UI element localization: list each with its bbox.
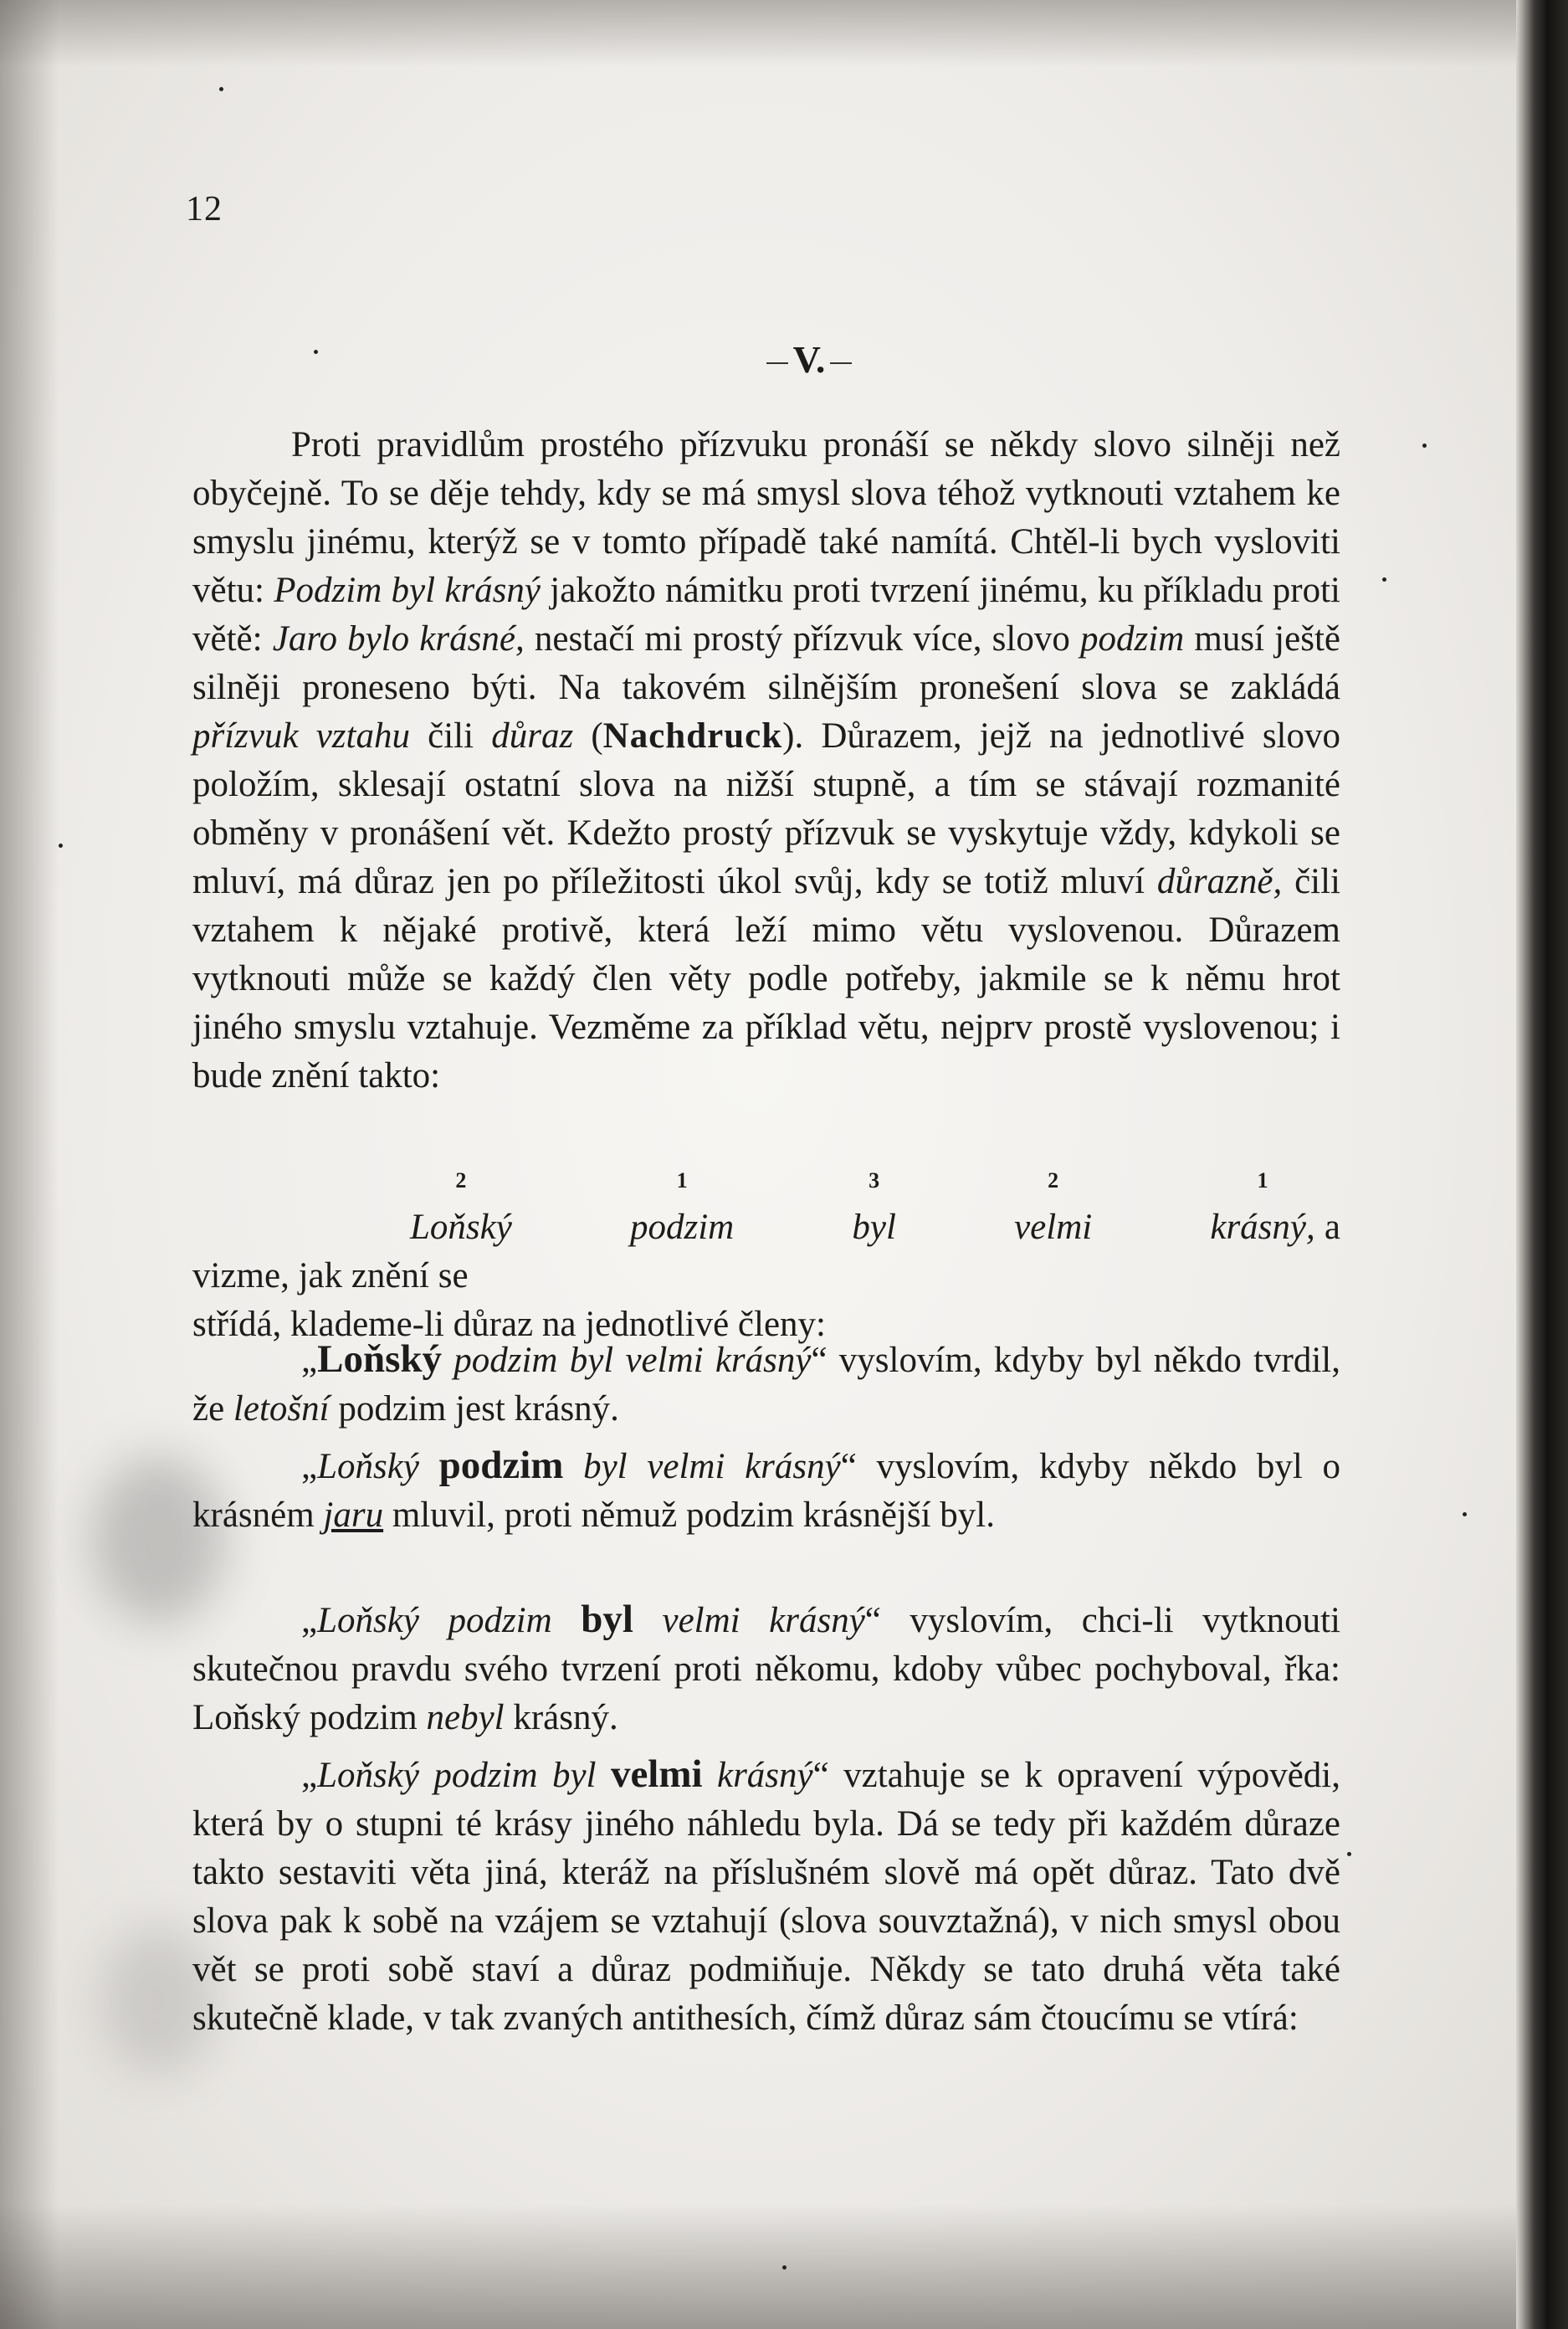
dust-speck: [219, 87, 223, 91]
sample-word: 1 podzim: [521, 1203, 734, 1252]
dust-speck: [1382, 577, 1386, 582]
emphasized-word: podzim: [438, 1444, 564, 1487]
example-text: podzim jest krásný.: [329, 1389, 619, 1429]
stress-mark: 3: [869, 1168, 880, 1193]
example-text: vztahuje se k opravení výpovědi, která by o stupni té krásy jiného náhledu byla. Dá se tedy při každém důraze takto sestaviti věta jiná, kteráž na příslušném slově má opět důraz. Tato dvě slova pak k sobě na vzájem se vztahují (slova souvztažná), v nich smysl obou vět se proti sobě staví a důraz podmiňuje. Někdy se tato druhá věta také skutečně klade, v tak zvaných antithesích, čímž důraz sám čtoucímu se vtírá:: [192, 1756, 1340, 2038]
example-paragraph: „Loňský podzim byl velmi krásný“ vyslovím, kdyby někdo byl o krásném jaru mluvil, proti němuž podzim krásnější byl.: [192, 1444, 1340, 1535]
sample-word: 3 byl: [743, 1203, 896, 1252]
intro-text: (: [573, 716, 603, 756]
sample-word: 1 krásný,: [1101, 1203, 1314, 1252]
sample-word: 2 Loňský: [301, 1203, 512, 1252]
example-text: mluvil, proti němuž podzim krásnější byl.: [383, 1495, 996, 1535]
stress-mark: 1: [1257, 1168, 1268, 1193]
intro-text: čili: [410, 716, 492, 756]
page-number: 12: [186, 190, 223, 228]
example-text: vyslovím, chci-li vytknouti skutečnou pravdu svého tvrzení proti někomu, kdoby vůbec pochyboval, řka: Loňský podzim: [192, 1601, 1340, 1737]
intro-italic: důrazně,: [1156, 862, 1283, 901]
dust-speck: [1463, 1512, 1467, 1516]
sample-text: a vizme, jak znění se: [192, 1208, 1340, 1295]
example-text: krásný.: [504, 1698, 618, 1737]
stress-mark: 1: [676, 1168, 688, 1193]
stress-mark: 2: [455, 1168, 467, 1193]
intro-text: musí ještě silněji proneseno býti. Na takovém silnějším pronešení slova se zakládá: [192, 619, 1340, 707]
emphasized-word: velmi: [610, 1752, 703, 1796]
example-paragraph: „Loňský podzim byl velmi krásný“ vyslovím, chci-li vytknouti skutečnou pravdu svého tvrzení proti někomu, kdoby vůbec pochyboval, řka: Loňský podzim nebyl krásný.: [192, 1598, 1340, 1737]
example-paragraph: „Loňský podzim byl velmi krásný“ vztahuje se k opravení výpovědi, která by o stupni té krásy jiného náhledu byla. Dá se tedy při každém důraze takto sestaviti věta jiná, kteráž na příslušném slově má opět důraz. Tato dvě slova pak k sobě na vzájem se vztahují (slova souvztažná), v nich smysl obou vět se proti sobě staví a důraz podmiňuje. Někdy se tato druhá věta také skutečně klade, v tak zvaných antithesích, čímž důraz sám čtoucímu se vtírá:: [192, 1752, 1340, 2038]
example-paragraph: „Loňský podzim byl velmi krásný“ vyslovím, kdyby byl někdo tvrdil, že letošní podzim jest krásný.: [192, 1337, 1340, 1429]
intro-text: čili vztahem k nějaké protivě, která leží mimo větu vyslovenou. Důrazem vytknouti může se každý člen věty podle potřeby, jakmile se k němu hrot jiného smyslu vztahuje. Vezměme za příklad větu, nejprv prostě vyslovenou; i bude znění takto:: [192, 862, 1340, 1095]
scan-shadow-top: [0, 0, 1568, 67]
dust-speck: [782, 2265, 787, 2270]
sample-sentence: [192, 1168, 1340, 1349]
sample-line-2: střídá, klademe-li důraz na jednotlivé členy:: [192, 1305, 826, 1344]
chapter-heading-label: V.: [792, 338, 826, 381]
intro-italic: důraz: [491, 716, 574, 756]
chapter-heading: [0, 337, 1568, 382]
emphasized-word: byl: [581, 1598, 633, 1641]
emphasized-word: Loňský: [317, 1337, 443, 1381]
intro-paragraph: [192, 421, 1340, 1100]
dust-speck: [59, 844, 63, 848]
intro-italic: podzim: [1080, 619, 1185, 659]
intro-text: nestačí mi prostý přízvuk více, slovo: [524, 619, 1080, 659]
stress-mark: 2: [1048, 1168, 1059, 1193]
intro-italic: Podzim byl krásný: [274, 571, 541, 610]
example-text: vyslovím, kdyby byl někdo tvrdil, že: [192, 1341, 1340, 1429]
sample-line-1: [192, 1168, 1340, 1300]
dust-speck: [1347, 1852, 1351, 1856]
intro-italic: Jaro bylo krásné,: [272, 619, 525, 659]
intro-text: jakožto námitku proti tvrzení jinému, ku příkladu proti větě:: [192, 571, 1341, 659]
sample-word: 2 velmi: [905, 1203, 1092, 1252]
intro-italic: přízvuk vztahu: [192, 716, 410, 756]
intro-text: ). Důrazem, jejž na jednotlivé slovo položím, sklesají ostatní slova na nižší stupně, a tím se stávají rozmanité obměny v pronášení vět. Kdežto prostý přízvuk se vyskytuje vždy, kdykoli se mluví, má důraz jen po příležitosti úkol svůj, kdy se totiž mluví: [192, 716, 1341, 901]
example-text: vyslovím, kdyby někdo byl o krásném: [192, 1447, 1340, 1535]
dust-speck: [1422, 444, 1427, 448]
intro-text: Proti pravidlům prostého přízvuku pronáší se někdy slovo silněji než obyčejně. To se děje tehdy, kdy se má smysl slova téhož vytknouti vztahem ke smyslu jinému, kterýž se v tomto případě také namítá. Chtěl-li bych vysloviti větu:: [192, 425, 1340, 610]
intro-fraktur-word: Nachdruck: [602, 716, 783, 756]
